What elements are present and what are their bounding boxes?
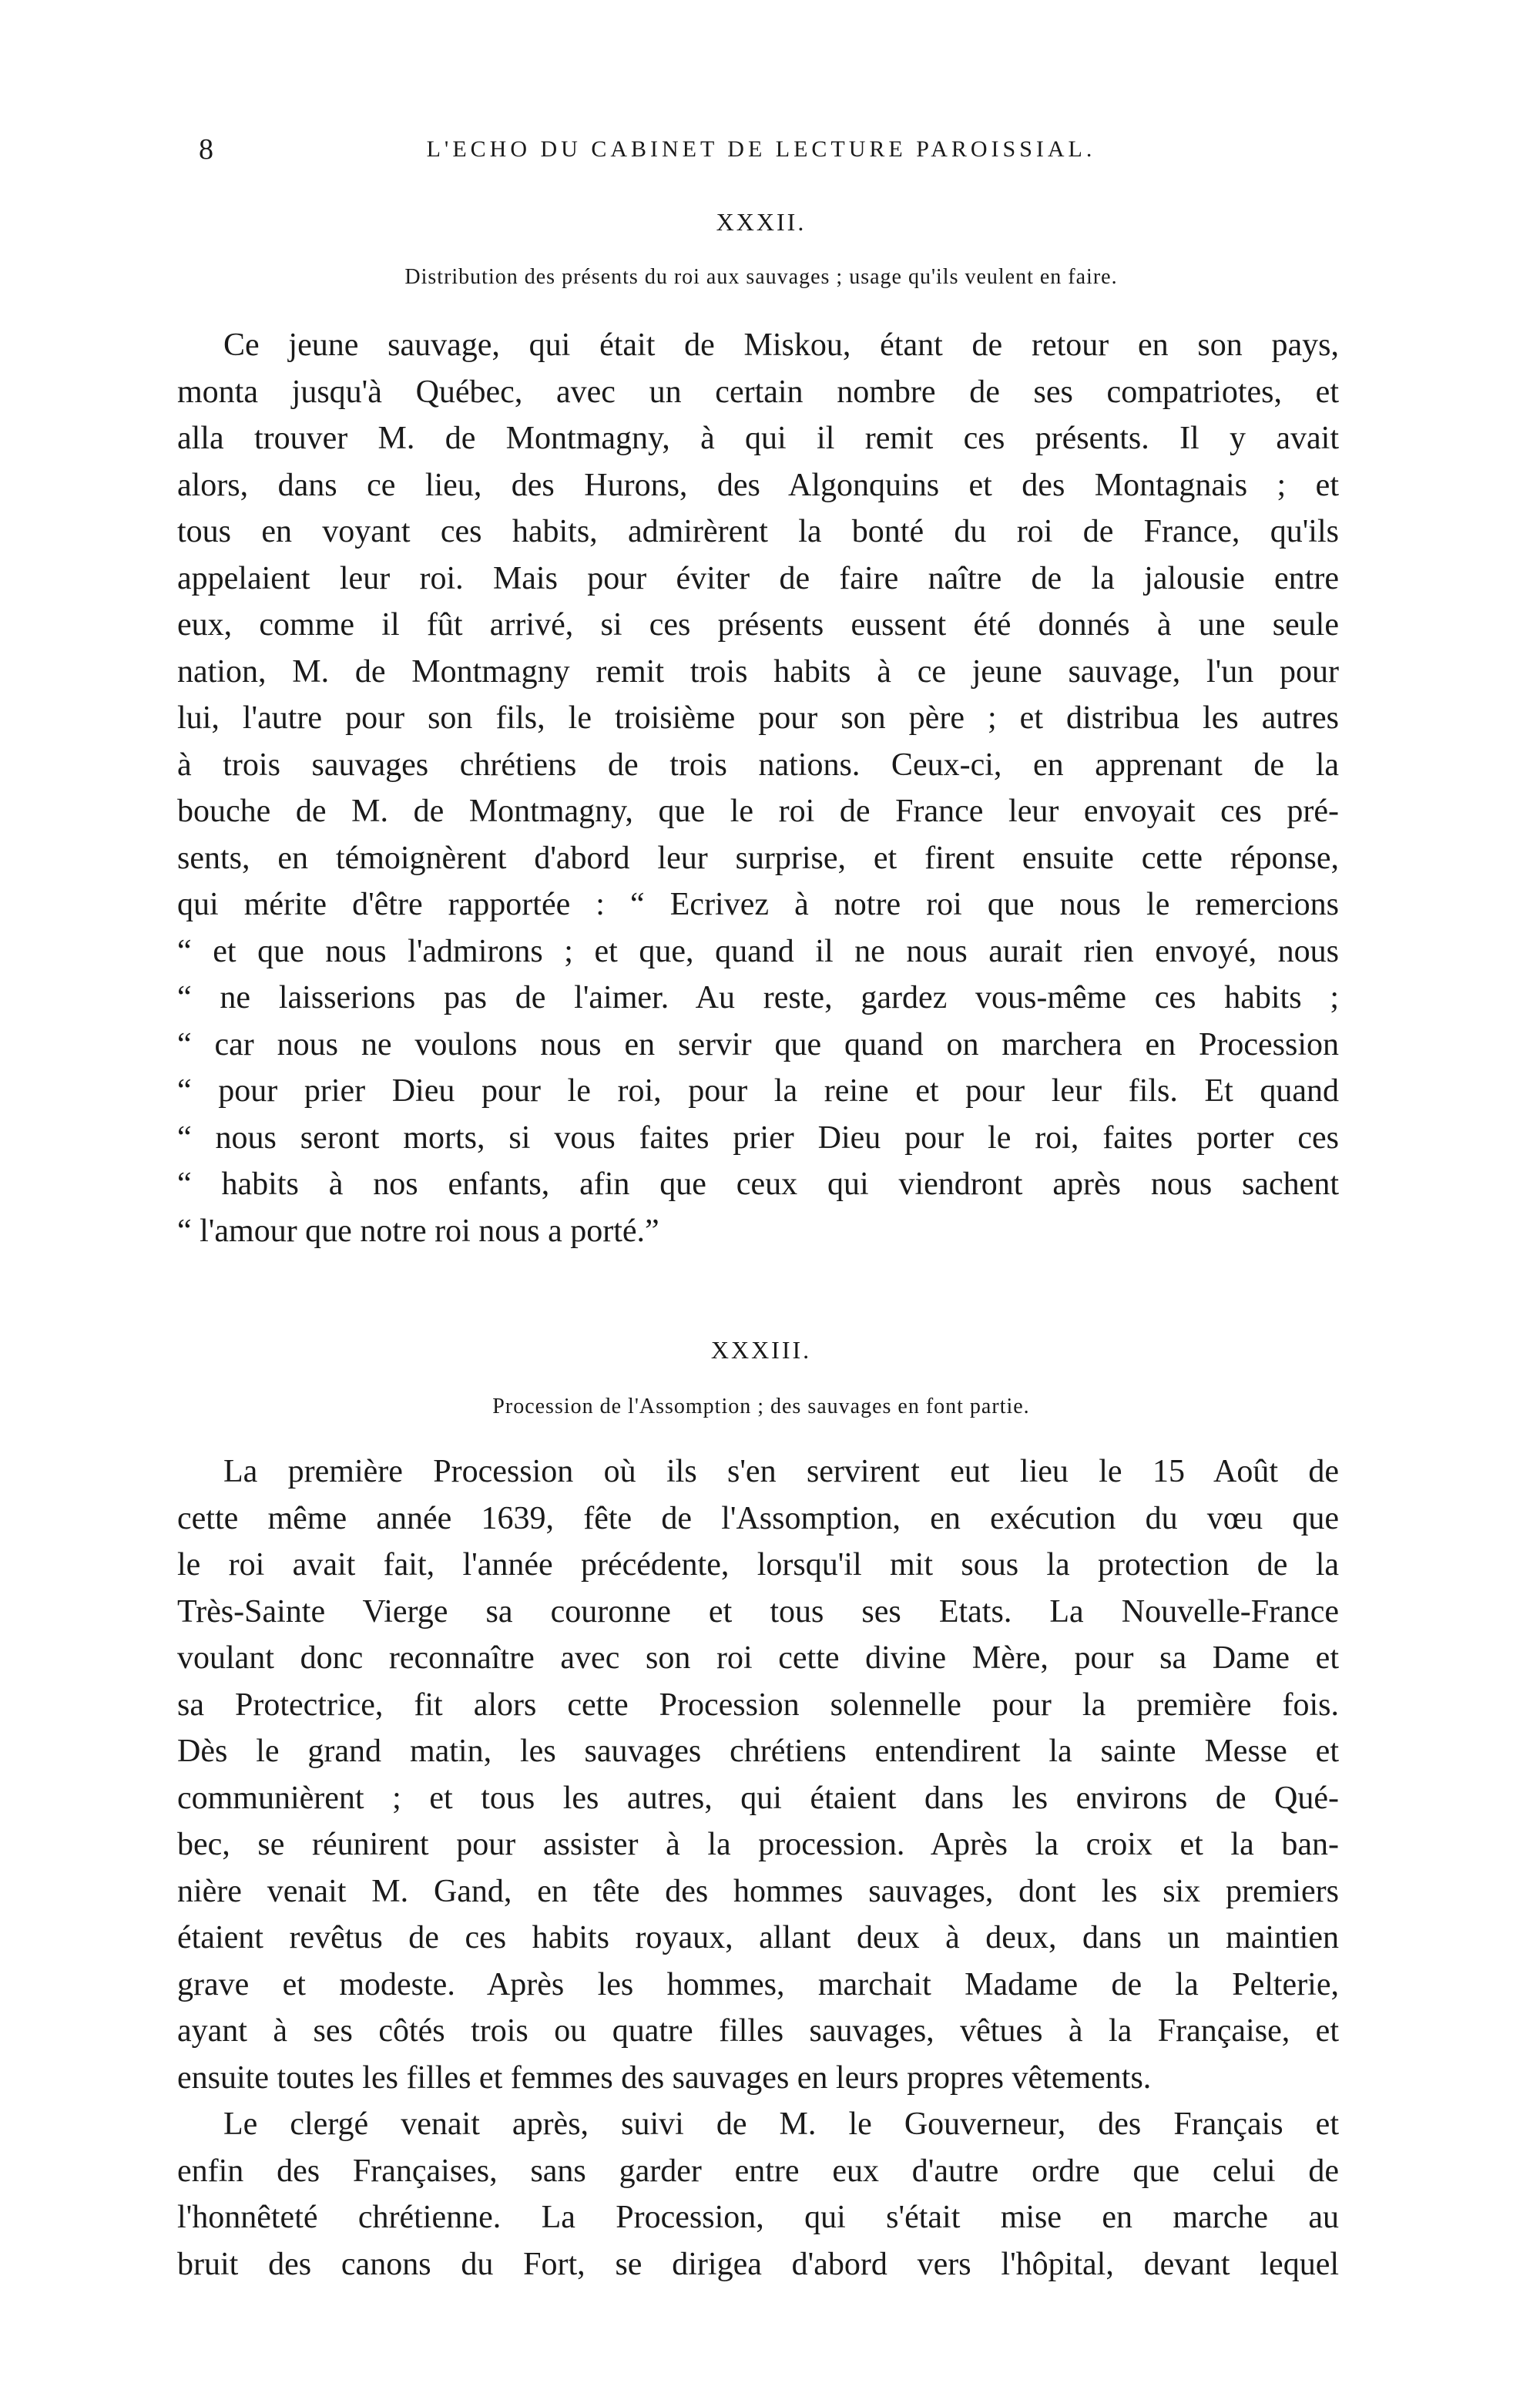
section-caption: Procession de l'Assomption ; des sauvages en font partie.	[492, 1395, 1030, 1418]
text-line: Ce jeune sauvage, qui était de Miskou, étant de retour en son pays,	[223, 327, 1339, 363]
text-line: bruit des canons du Fort, se dirigea d'abord vers l'hôpital, devant lequel	[177, 2246, 1339, 2282]
text-line: La première Procession où ils s'en servirent eut lieu le 15 Août de	[223, 1454, 1339, 1489]
text-line: appelaient leur roi. Mais pour éviter de faire naître de la jalousie entre	[177, 560, 1339, 596]
text-line: à trois sauvages chrétiens de trois nations. Ceux-ci, en apprenant de la	[177, 747, 1339, 783]
text-line: “ car nous ne voulons nous en servir que quand on marchera en Procession	[177, 1026, 1339, 1062]
text-line: sa Protectrice, fit alors cette Procession solennelle pour la première fois.	[177, 1687, 1339, 1723]
text-line: cette même année 1639, fête de l'Assomption, en exécution du vœu que	[177, 1500, 1339, 1536]
text-line: nière venait M. Gand, en tête des hommes sauvages, dont les six premiers	[177, 1873, 1339, 1909]
text-line: alla trouver M. de Montmagny, à qui il remit ces présents. Il y avait	[177, 421, 1339, 456]
page-header	[199, 133, 1324, 166]
text-line: étaient revêtus de ces habits royaux, allant deux à deux, dans un maintien	[177, 1920, 1339, 1955]
text-line: voulant donc reconnaître avec son roi cette divine Mère, pour sa Dame et	[177, 1640, 1339, 1676]
text-line: Le clergé venait après, suivi de M. le Gouverneur, des Français et	[223, 2106, 1339, 2142]
text-line: “ nous seront morts, si vous faites prier Dieu pour le roi, faites porter ces	[177, 1119, 1339, 1156]
text-line: l'honnêteté chrétienne. La Procession, qui s'était mise en marche au	[177, 2200, 1339, 2235]
text-line: nation, M. de Montmagny remit trois habits à ce jeune sauvage, l'un pour	[177, 653, 1339, 690]
text-line: eux, comme il fût arrivé, si ces présents eussent été donnés à une seule	[177, 607, 1339, 643]
text-line: “ et que nous l'admirons ; et que, quand il ne nous aurait rien envoyé, nous	[177, 933, 1339, 969]
text-line: le roi avait fait, l'année précédente, lorsqu'il mit sous la protection de la	[177, 1547, 1339, 1583]
text-line: “ ne laisserions pas de l'aimer. Au reste, gardez vous-même ces habits ;	[177, 980, 1339, 1015]
section-caption: Distribution des présents du roi aux sauvages ; usage qu'ils veulent en faire.	[404, 265, 1118, 289]
text-line: sents, en témoignèrent d'abord leur surprise, et firent ensuite cette réponse,	[177, 840, 1339, 876]
running-title: L'ECHO DU CABINET DE LECTURE PAROISSIAL.	[426, 136, 1096, 162]
section-numeral: XXXIII.	[710, 1336, 812, 1364]
page-number: 8	[199, 133, 213, 166]
text-line: tous en voyant ces habits, admirèrent la bonté du roi de France, qu'ils	[177, 514, 1339, 549]
text-line: bouche de M. de Montmagny, que le roi de France leur envoyait ces pré-	[177, 794, 1339, 829]
text-line: qui mérite d'être rapportée : “ Ecrivez à notre roi que nous le remercions	[177, 887, 1339, 922]
text-line: grave et modeste. Après les hommes, marchait Madame de la Pelterie,	[177, 1966, 1339, 2002]
section-body	[177, 1448, 1339, 2288]
text-line: “ pour prier Dieu pour le roi, pour la reine et pour leur fils. Et quand	[177, 1073, 1339, 1109]
text-line: alors, dans ce lieu, des Hurons, des Algonquins et des Montagnais ; et	[177, 467, 1339, 503]
text-line: “ l'amour que notre roi nous a porté.”	[177, 1213, 659, 1249]
text-line: “ habits à nos enfants, afin que ceux qui viendront après nous sachent	[177, 1166, 1339, 1202]
text-line: Dès le grand matin, les sauvages chrétiens entendirent la sainte Messe et	[177, 1734, 1339, 1769]
section-numeral: XXXII.	[716, 208, 807, 236]
section-body	[177, 322, 1339, 1254]
text-line: ayant à ses côtés trois ou quatre filles sauvages, vêtues à la Française, et	[177, 2013, 1339, 2049]
text-line: bec, se réunirent pour assister à la procession. Après la croix et la ban-	[177, 1827, 1339, 1862]
text-line: monta jusqu'à Québec, avec un certain nombre de ses compatriotes, et	[177, 374, 1339, 410]
text-line: ensuite toutes les filles et femmes des sauvages en leurs propres vêtements.	[177, 2059, 1152, 2096]
text-line: communièrent ; et tous les autres, qui étaient dans les environs de Qué-	[177, 1780, 1339, 1816]
text-line: enfin des Françaises, sans garder entre eux d'autre ordre que celui de	[177, 2153, 1339, 2189]
text-line: lui, l'autre pour son fils, le troisième pour son père ; et distribua les autres	[177, 700, 1339, 736]
text-line: Très-Sainte Vierge sa couronne et tous ses Etats. La Nouvelle-France	[177, 1593, 1339, 1630]
